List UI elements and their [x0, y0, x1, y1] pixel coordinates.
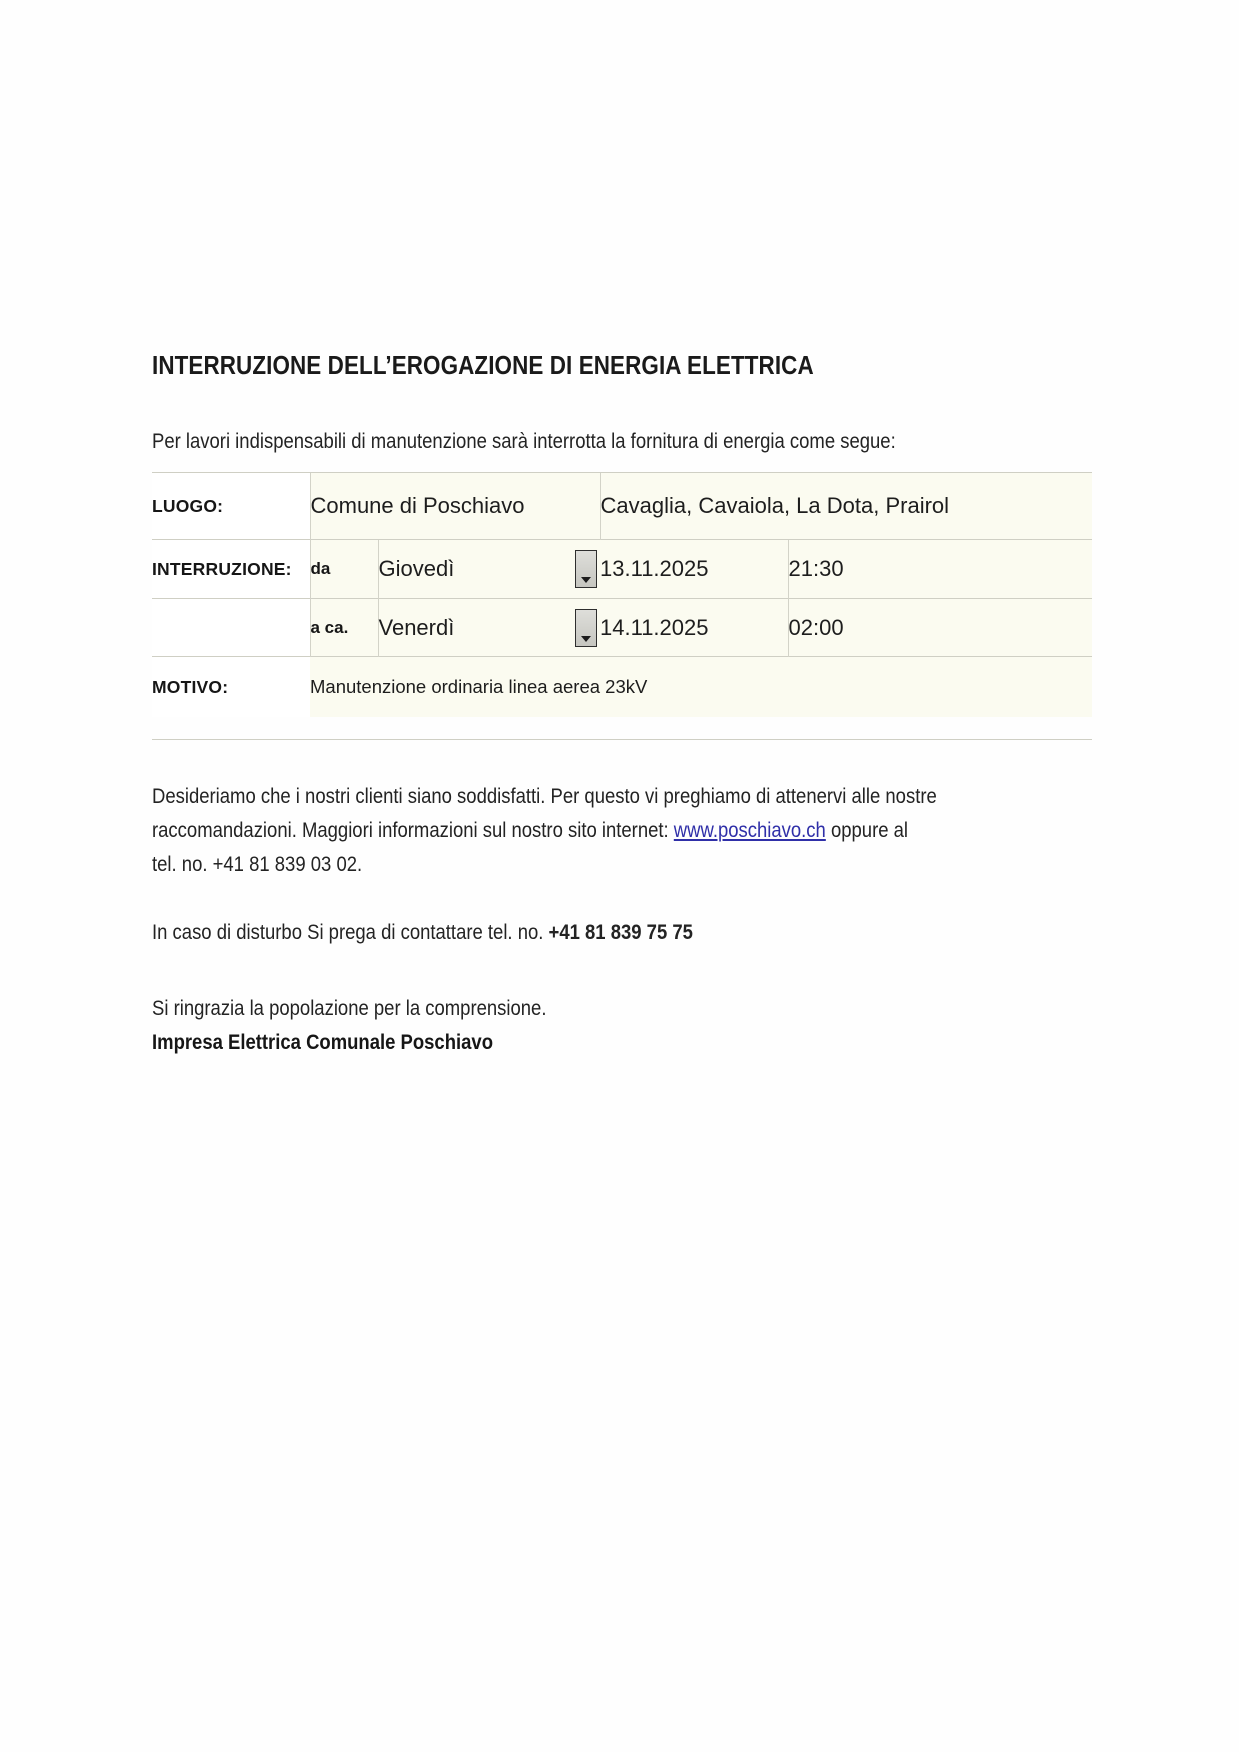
value-time-to: 02:00 — [788, 599, 1092, 657]
day-from-cell — [378, 540, 600, 599]
value-municipality: Comune di Poschiavo — [310, 473, 600, 540]
value-time-from: 21:30 — [788, 540, 1092, 599]
website-link[interactable]: www.poschiavo.ch — [673, 819, 826, 843]
caret-shape-to — [581, 636, 591, 642]
table-row-motivo — [152, 657, 1092, 718]
thanks-line: Si ringrazia la popolazione per la comprensione. — [152, 997, 547, 1021]
body-line-2 — [152, 814, 979, 848]
body-text-block — [152, 780, 1092, 1060]
page-title: INTERRUZIONE DELL’EROGAZIONE DI ENERGIA ELETTRICA — [152, 352, 814, 380]
table-row-luogo — [152, 473, 1092, 540]
table-row-interruzione-from — [152, 540, 1092, 599]
chevron-down-icon-to[interactable] — [575, 609, 597, 647]
body-line-disturbo — [152, 916, 979, 950]
label-interruzione-empty — [152, 599, 310, 657]
body-line-1: Desideriamo che i nostri clienti siano soddisfatti. Per questo vi preghiamo di attenervi alle nostre — [152, 785, 937, 809]
signature-line: Impresa Elettrica Comunale Poschiavo — [152, 1031, 493, 1055]
table-row-interruzione-to — [152, 599, 1092, 657]
disturbo-prefix: In caso di disturbo Si prega di contattare tel. no. — [152, 921, 549, 945]
outage-details-table — [152, 472, 1092, 717]
document-content — [152, 352, 1092, 1060]
caret-shape-from — [581, 577, 591, 583]
chevron-down-icon-from[interactable] — [575, 550, 597, 588]
value-motivo: Manutenzione ordinaria linea aerea 23kV — [310, 657, 1092, 718]
body-line-2-suffix: oppure al — [825, 819, 909, 843]
value-localities: Cavaglia, Cavaiola, La Dota, Prairol — [600, 473, 1092, 540]
value-date-to: 14.11.2025 — [600, 599, 788, 657]
disturbo-phone: +41 81 839 75 75 — [548, 921, 693, 945]
value-day-from: Giovedì — [378, 556, 455, 582]
table-bottom-rule — [152, 739, 1092, 740]
body-line-2-prefix: raccomandazioni. Maggiori informazioni sul nostro sito internet: — [152, 819, 674, 843]
body-line-3-phone: tel. no. +41 81 839 03 02. — [152, 853, 363, 877]
label-motivo: MOTIVO: — [152, 657, 310, 718]
day-to-cell — [378, 599, 600, 657]
value-date-from: 13.11.2025 — [600, 540, 788, 599]
label-to: a ca. — [310, 599, 378, 657]
label-from: da — [310, 540, 378, 599]
intro-paragraph: Per lavori indispensabili di manutenzione sarà interrotta la fornitura di energia come segue: — [152, 430, 896, 454]
label-luogo: LUOGO: — [152, 473, 310, 540]
value-day-to: Venerdì — [378, 614, 455, 640]
label-interruzione: INTERRUZIONE: — [152, 540, 310, 599]
